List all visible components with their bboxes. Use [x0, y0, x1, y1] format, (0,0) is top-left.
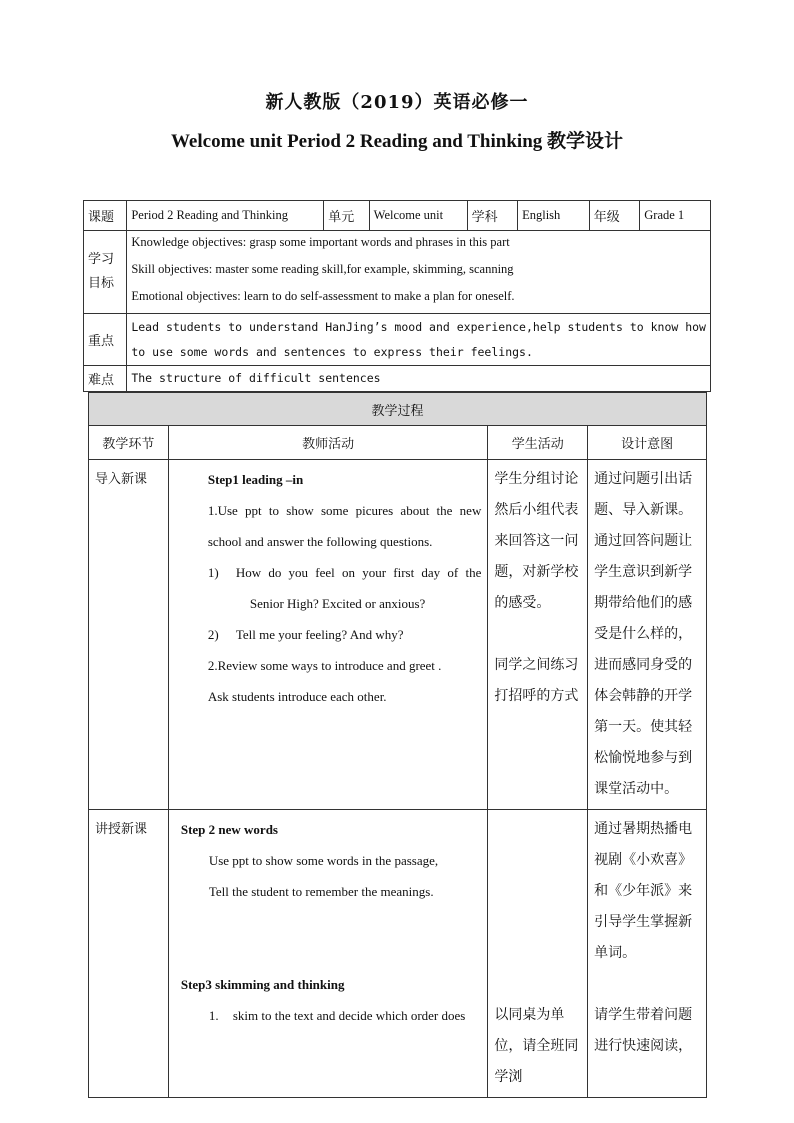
key-points-label: 重点: [84, 314, 127, 366]
step3-item-1: 1. skim to the text and decide which order does: [208, 1008, 466, 1023]
objective-skill: Skill objectives: master some reading skill,for example, skimming, scanning: [131, 262, 514, 276]
step1-line1: 1.Use ppt to show some picures about the new school and answer the following questions.: [207, 503, 482, 549]
table-row: [84, 314, 711, 366]
document-title: 新人教版（2019）英语必修一: [265, 92, 529, 113]
table-row: [89, 460, 707, 810]
objectives-list: [127, 231, 711, 314]
step2-line1: Use ppt to show some words in the passage,: [208, 853, 439, 868]
stage-new-lesson: 讲授新课: [89, 810, 169, 1098]
student-activity-intro: 学生分组讨论然后小组代表来回答这一问题，对新学校的感受。 同学之间练习打招呼的方式: [488, 460, 588, 810]
question-1-cont: Senior High? Excited or anxious?: [249, 596, 426, 611]
table-row: [84, 201, 711, 231]
step1-line3: Ask students introduce each other.: [207, 689, 387, 704]
question-2: 2) Tell me your feeling? And why?: [207, 627, 404, 642]
process-header: 教学过程: [89, 393, 707, 426]
step2-line2: Tell the student to remember the meanings.: [208, 884, 434, 899]
teaching-process-table: [88, 392, 707, 1098]
unit-label: 单元: [324, 201, 369, 231]
question-1: 1) How do you feel on your first day of the: [207, 565, 482, 580]
table-row: [84, 366, 711, 392]
stage-intro: 导入新课: [89, 460, 169, 810]
column-header-intent: 设计意图: [588, 426, 707, 460]
objective-knowledge: Knowledge objectives: grasp some important words and phrases in this part: [131, 235, 510, 249]
column-header-student: 学生活动: [488, 426, 588, 460]
step2-title: Step 2 new words: [180, 822, 278, 837]
key-points-value: Lead students to understand HanJing’s mood and experience,help students to know how to use some words and sentences to express their feelings.: [127, 314, 711, 366]
column-header-stage: 教学环节: [89, 426, 169, 460]
column-header-teacher: 教师活动: [168, 426, 488, 460]
grade-label: 年级: [589, 201, 639, 231]
topic-label: 课题: [84, 201, 127, 231]
design-intent-intro: 通过问题引出话题、导入新课。通过回答问题让学生意识到新学期带给他们的感受是什么样的，进而感同身受的体会韩静的开学第一天。使其轻松愉悦地参与到课堂活动中。: [588, 460, 707, 810]
subject-value: English: [518, 201, 590, 231]
design-intent-new-lesson: 通过暑期热播电视剧《小欢喜》和《少年派》来引导学生掌握新单词。 请学生带着问题进行快速阅读，: [588, 810, 707, 1098]
table-row: [89, 426, 707, 460]
step3-title: Step3 skimming and thinking: [180, 977, 345, 992]
grade-value: Grade 1: [640, 201, 711, 231]
teacher-activity-intro: [168, 460, 488, 810]
subject-label: 学科: [467, 201, 517, 231]
unit-value: Welcome unit: [369, 201, 467, 231]
topic-value: Period 2 Reading and Thinking: [127, 201, 324, 231]
table-row: [84, 231, 711, 314]
step1-line2: 2.Review some ways to introduce and greet .: [207, 658, 442, 673]
document-subtitle: Welcome unit Period 2 Reading and Thinking 教学设计: [170, 131, 624, 152]
objective-emotional: Emotional objectives: learn to do self-assessment to make a plan for oneself.: [131, 289, 515, 303]
table-row: [89, 810, 707, 1098]
teacher-activity-new-lesson: [168, 810, 488, 1098]
difficulty-value: The structure of difficult sentences: [127, 366, 711, 392]
objectives-label: 学习 目标: [84, 231, 127, 314]
step1-title: Step1 leading –in: [207, 472, 304, 487]
difficulty-label: 难点: [84, 366, 127, 392]
lesson-info-table: [83, 200, 711, 392]
table-row: [89, 393, 707, 426]
student-activity-new-lesson: 以同桌为单位，请全班同学浏: [488, 810, 588, 1098]
